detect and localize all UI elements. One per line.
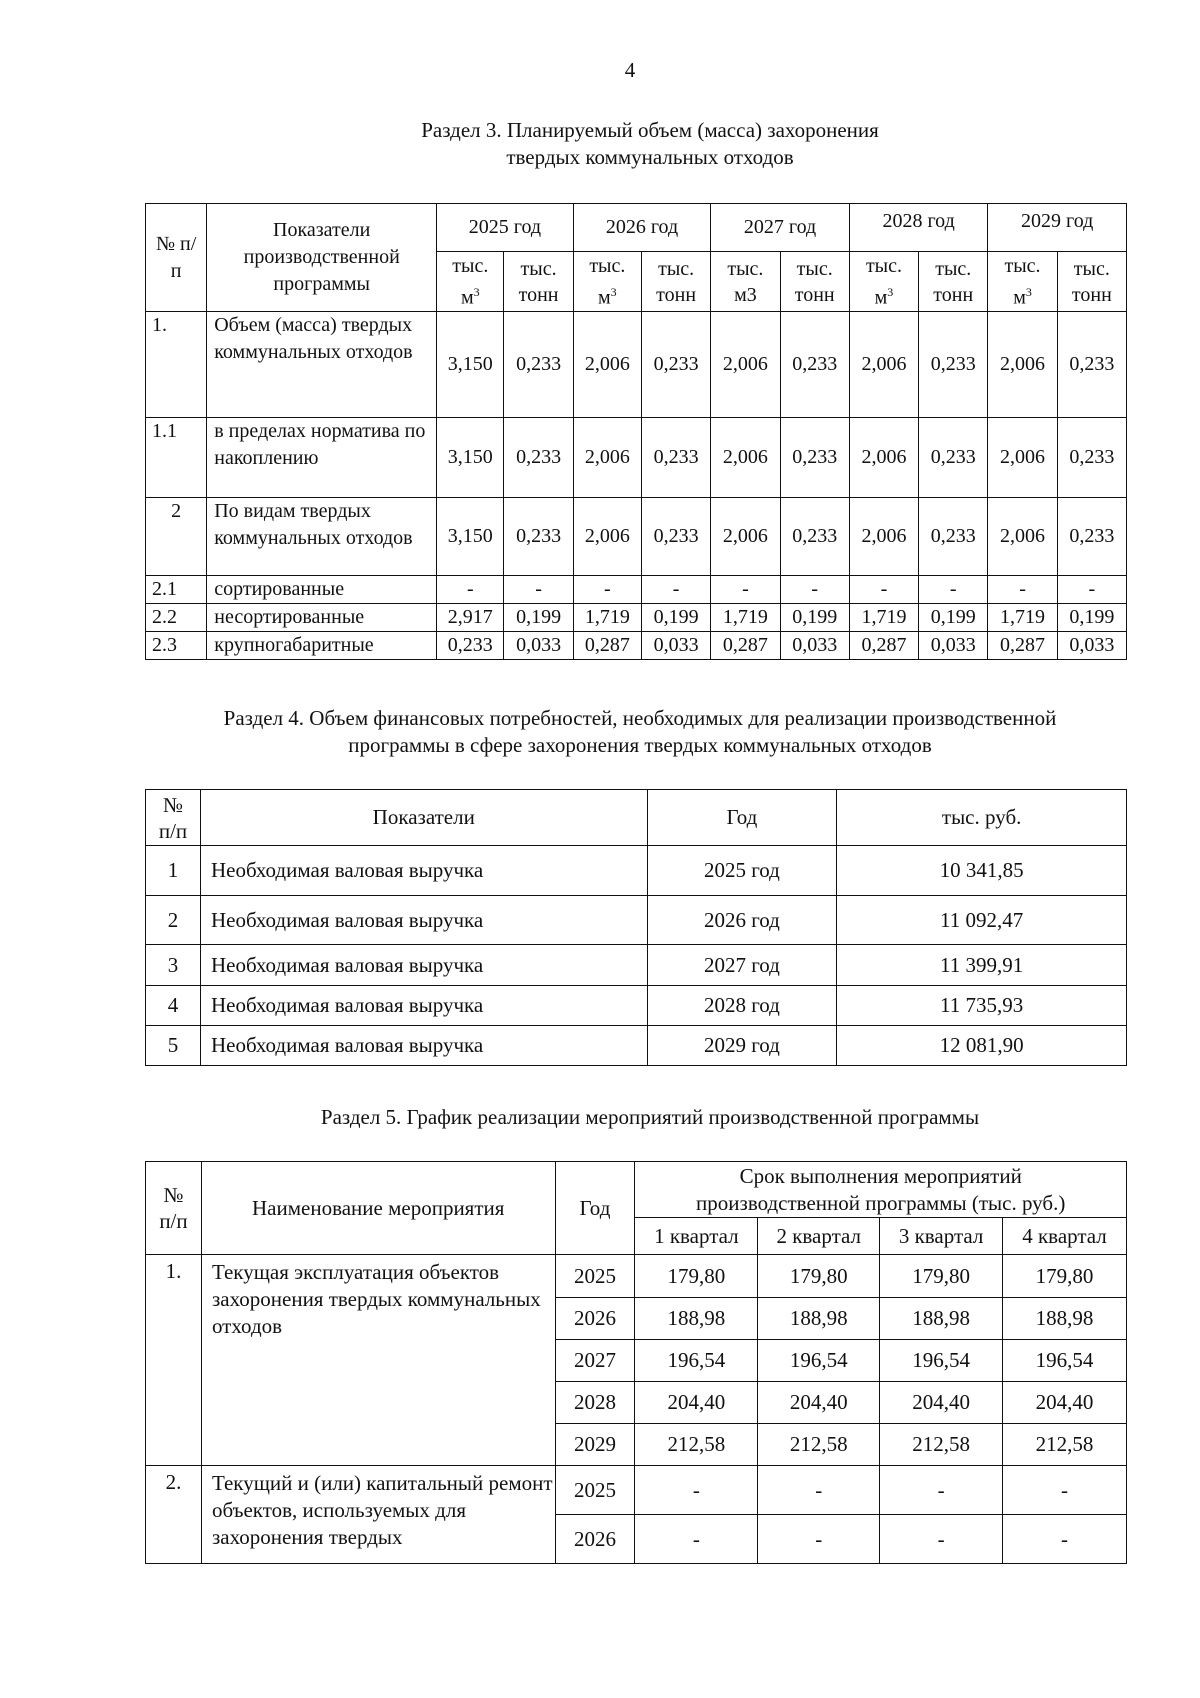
unit-prefix: тыс. [796,257,833,280]
section5-quarter-value: 212,58 [635,1424,758,1466]
section5-quarter-value: 204,40 [758,1382,880,1424]
section3-value-cell: 0,287 [849,632,918,660]
unit-prefix: тыс. [727,257,764,280]
section5-row-year: 2029 [555,1424,635,1466]
section3-row [146,604,1127,632]
section3-value-cell: 2,006 [573,418,641,498]
section3-row-num: 2.1 [146,576,207,604]
unit-base: м [874,286,888,309]
section5-table [145,1161,1127,1564]
section3-value-cell: 1,719 [711,604,780,632]
unit-base: м [598,286,611,309]
section5-quarter-value: 196,54 [635,1340,758,1382]
section5-quarter-value: - [1003,1466,1127,1515]
section3-value-cell: 0,033 [641,632,710,660]
section5-quarter-value: 204,40 [880,1382,1003,1424]
section4-row-label: Необходимая валовая выручка [200,1026,647,1066]
section3-year-2027: 2027 год [711,204,850,252]
section4-title-line2: программы в сфере захоронения твердых коммунальных отходов [348,733,932,757]
section5-quarter-value: 196,54 [880,1340,1003,1382]
unit-prefix: тыс. [520,257,557,280]
section5-quarter-value: - [635,1515,758,1564]
section5-quarter-header: 3 квартал [880,1218,1003,1255]
unit-name [781,282,849,308]
section5-item-label: Текущая эксплуатация объектов захоронения твердых коммунальных отходов [201,1255,555,1466]
section3-value-cell: 0,199 [1057,604,1126,632]
section5-quarter-header: 4 квартал [1003,1218,1127,1255]
section5-quarter-value: - [758,1466,880,1515]
section3-value-cell: 0,233 [504,312,573,418]
section4-row [146,1026,1127,1066]
section5-row-year: 2025 [555,1255,635,1298]
section5-quarter-value: 196,54 [1003,1340,1127,1382]
section3-value-cell: - [641,576,710,604]
section3-row-label: в пределах норматива по накоплению [207,418,437,498]
section3-value-cell: 0,233 [780,312,849,418]
section3-value-cell: 0,233 [504,498,573,576]
section3-value-cell: 0,033 [504,632,573,660]
section5-quarter-header: 2 квартал [758,1218,880,1255]
section3-table [145,203,1127,660]
section5-quarter-value: - [880,1466,1003,1515]
section5-col-term: Срок выполнения мероприятий производственной программы (тыс. руб.) [635,1162,1127,1218]
unit-name [850,279,918,311]
section5-quarter-value: 188,98 [1003,1298,1127,1340]
unit-base: м3 [734,283,757,306]
section3-value-cell: 2,006 [988,418,1057,498]
section5-quarter-value: 188,98 [880,1298,1003,1340]
section3-unit-cell [1057,252,1126,312]
section4-row-num: 1 [146,846,201,896]
section3-value-cell: 0,287 [711,632,780,660]
section5-col-year: Год [555,1162,635,1255]
section4-row-year: 2025 год [647,846,837,896]
section5-col-name: Наименование мероприятия [201,1162,555,1255]
unit-exponent: 3 [473,284,480,299]
section3-value-cell: 0,233 [1057,418,1126,498]
section4-row-label: Необходимая валовая выручка [200,896,647,945]
section5-row-year: 2026 [555,1298,635,1340]
section3-value-cell: - [573,576,641,604]
section3-value-cell: 2,006 [573,498,641,576]
unit-name [988,279,1056,311]
section3-unit-cell [849,252,918,312]
section3-value-cell: 0,033 [780,632,849,660]
unit-name [711,282,779,308]
section3-row [146,576,1127,604]
section3-row-label: крупногабаритные [207,632,437,660]
section5-quarter-value: 179,80 [880,1255,1003,1298]
section3-value-cell: 0,233 [437,632,504,660]
page-number: 4 [624,58,636,82]
section4-row-label: Необходимая валовая выручка [200,846,647,896]
section4-row-label: Необходимая валовая выручка [200,945,647,986]
section3-value-cell: - [780,576,849,604]
section3-value-cell: - [1057,576,1126,604]
unit-base: тонн [1071,283,1112,306]
section3-value-cell: 0,233 [1057,498,1126,576]
section3-title-line1: Раздел 3. Планируемый объем (масса) захоронения [421,118,879,142]
unit-exponent: 3 [1025,284,1032,299]
section3-unit-cell [641,252,710,312]
section4-row-year: 2027 год [647,945,837,986]
section5-item-num: 2. [146,1466,202,1564]
section5-quarter-value: 212,58 [1003,1424,1127,1466]
section3-unit-cell [437,252,504,312]
section3-row-num: 2 [146,498,207,576]
unit-exponent: 3 [887,284,894,299]
section3-year-2026: 2026 год [573,204,711,252]
section3-value-cell: - [849,576,918,604]
section4-row [146,986,1127,1026]
section5-heading [160,1104,1140,1131]
section3-year-2025: 2025 год [437,204,574,252]
section3-row [146,632,1127,660]
section5-quarter-value: 179,80 [1003,1255,1127,1298]
section3-value-cell: 0,233 [504,418,573,498]
unit-name [504,282,572,308]
section3-row-num: 1. [146,312,207,418]
section3-unit-cell [780,252,849,312]
section4-row-value: 11 735,93 [837,986,1127,1026]
section3-value-cell: 1,719 [849,604,918,632]
section3-unit-cell [988,252,1057,312]
section4-heading [140,705,1140,759]
unit-prefix: тыс. [935,257,972,280]
section3-body [146,312,1127,660]
section4-col-year: Год [647,790,837,846]
section5-title: Раздел 5. График реализации мероприятий производственной программы [320,1105,980,1129]
section3-row [146,418,1127,498]
section4-row-value: 12 081,90 [837,1026,1127,1066]
unit-base: тонн [656,283,697,306]
section3-value-cell: 2,006 [711,498,780,576]
section5-quarter-value: - [880,1515,1003,1564]
section4-row-num: 2 [146,896,201,945]
section3-value-cell: 0,233 [919,312,988,418]
section3-value-cell: - [919,576,988,604]
section3-value-cell: 2,006 [849,498,918,576]
section5-row-year: 2027 [555,1340,635,1382]
section4-col-num: № п/п [146,790,201,846]
unit-base: тонн [518,283,559,306]
section3-value-cell: 0,033 [919,632,988,660]
section3-row-label: По видам твердых коммунальных отходов [207,498,437,576]
section3-heading [160,117,1140,171]
section3-value-cell: 3,150 [437,312,504,418]
section3-value-cell: 1,719 [573,604,641,632]
section3-value-cell: 2,006 [711,312,780,418]
section3-value-cell: - [437,576,504,604]
section5-row-year: 2028 [555,1382,635,1424]
section3-value-cell: 0,233 [780,498,849,576]
section3-row-num: 2.3 [146,632,207,660]
section3-value-cell: 0,033 [1057,632,1126,660]
section3-value-cell: 2,006 [849,312,918,418]
section4-row [146,846,1127,896]
section5-quarter-value: - [758,1515,880,1564]
section3-unit-cell [573,252,641,312]
unit-name [574,279,641,311]
section4-row-num: 5 [146,1026,201,1066]
section4-col-sum: тыс. руб. [837,790,1127,846]
section4-row-year: 2028 год [647,986,837,1026]
section3-value-cell: 2,006 [988,498,1057,576]
section4-row-num: 4 [146,986,201,1026]
unit-prefix: тыс. [1073,257,1110,280]
section4-row-year: 2029 год [647,1026,837,1066]
section5-item-label: Текущий и (или) капитальный ремонт объектов, используемых для захоронения твердых [201,1466,555,1564]
section3-col-indicator: Показатели производственной программы [207,204,437,312]
section5-quarter-value: 212,58 [758,1424,880,1466]
section3-value-cell: 2,006 [711,418,780,498]
section5-row-year: 2025 [555,1466,635,1515]
section4-col-indicator: Показатели [200,790,647,846]
section3-value-cell: 0,233 [1057,312,1126,418]
section4-table [145,789,1127,1066]
section5-col-num: № п/п [146,1162,202,1255]
section4-row-year: 2026 год [647,896,837,945]
unit-prefix: тыс. [1004,254,1041,277]
unit-prefix: тыс. [452,254,489,277]
section4-row-num: 3 [146,945,201,986]
unit-base: м [460,286,474,309]
section3-year-2028: 2028 год [849,204,988,252]
section5-row-year: 2026 [555,1515,635,1564]
unit-name [919,282,987,308]
section3-unit-cell [919,252,988,312]
unit-exponent: 3 [610,284,617,299]
section3-value-cell: 0,233 [919,498,988,576]
section3-value-cell: 0,287 [573,632,641,660]
unit-name [437,279,503,311]
section3-value-cell: 0,199 [780,604,849,632]
section3-value-cell: - [504,576,573,604]
section4-title-line1: Раздел 4. Объем финансовых потребностей, необходимых для реализации производственной [223,706,1057,730]
section3-value-cell: 2,006 [988,312,1057,418]
section3-value-cell: - [711,576,780,604]
section3-unit-cell [711,252,780,312]
section4-row-value: 11 092,47 [837,896,1127,945]
section3-value-cell: 2,917 [437,604,504,632]
section5-quarter-value: 204,40 [1003,1382,1127,1424]
section3-row-label: Объем (масса) твердых коммунальных отходов [207,312,437,418]
section5-quarter-value: 204,40 [635,1382,758,1424]
section5-quarter-value: 212,58 [880,1424,1003,1466]
section4-row [146,896,1127,945]
unit-base: тонн [794,283,835,306]
section5-quarter-value: - [1003,1515,1127,1564]
section3-row [146,312,1127,418]
section4-body [146,846,1127,1066]
section3-row-label: сортированные [207,576,437,604]
section3-value-cell: 0,199 [919,604,988,632]
unit-name [642,282,710,308]
section4-row-label: Необходимая валовая выручка [200,986,647,1026]
section3-value-cell: 0,233 [641,418,710,498]
section5-quarter-value: 179,80 [758,1255,880,1298]
section5-quarter-value: 196,54 [758,1340,880,1382]
section3-value-cell: 0,233 [641,312,710,418]
section3-title-line2: твердых коммунальных отходов [506,145,794,169]
section3-value-cell: 0,233 [919,418,988,498]
section4-row [146,945,1127,986]
section3-value-cell: 3,150 [437,498,504,576]
section3-value-cell: 0,199 [504,604,573,632]
section3-row-num: 2.2 [146,604,207,632]
section3-value-cell: 1,719 [988,604,1057,632]
unit-base: тонн [933,283,974,306]
section3-year-2029: 2029 год [988,204,1127,252]
section3-value-cell: 0,199 [641,604,710,632]
section3-value-cell: - [988,576,1057,604]
section3-value-cell: 0,287 [988,632,1057,660]
section3-row-label: несортированные [207,604,437,632]
section3-row-num: 1.1 [146,418,207,498]
unit-prefix: тыс. [589,254,626,277]
section4-row-value: 10 341,85 [837,846,1127,896]
unit-prefix: тыс. [658,257,695,280]
section5-quarter-value: 188,98 [635,1298,758,1340]
section5-quarter-value: - [635,1466,758,1515]
section5-row [146,1255,1127,1298]
section5-quarter-value: 188,98 [758,1298,880,1340]
section5-quarter-header: 1 квартал [635,1218,758,1255]
section5-body [146,1255,1127,1564]
section5-quarter-value: 179,80 [635,1255,758,1298]
section3-value-cell: 3,150 [437,418,504,498]
section3-value-cell: 0,233 [780,418,849,498]
section3-value-cell: 2,006 [573,312,641,418]
section3-value-cell: 2,006 [849,418,918,498]
section3-unit-cell [504,252,573,312]
section3-row [146,498,1127,576]
section4-row-value: 11 399,91 [837,945,1127,986]
section5-item-num: 1. [146,1255,202,1466]
unit-name [1058,282,1126,308]
section3-col-num: № п/п [146,204,207,312]
section5-row [146,1466,1127,1515]
unit-prefix: тыс. [865,254,902,277]
section3-value-cell: 0,233 [641,498,710,576]
unit-base: м [1013,286,1026,309]
